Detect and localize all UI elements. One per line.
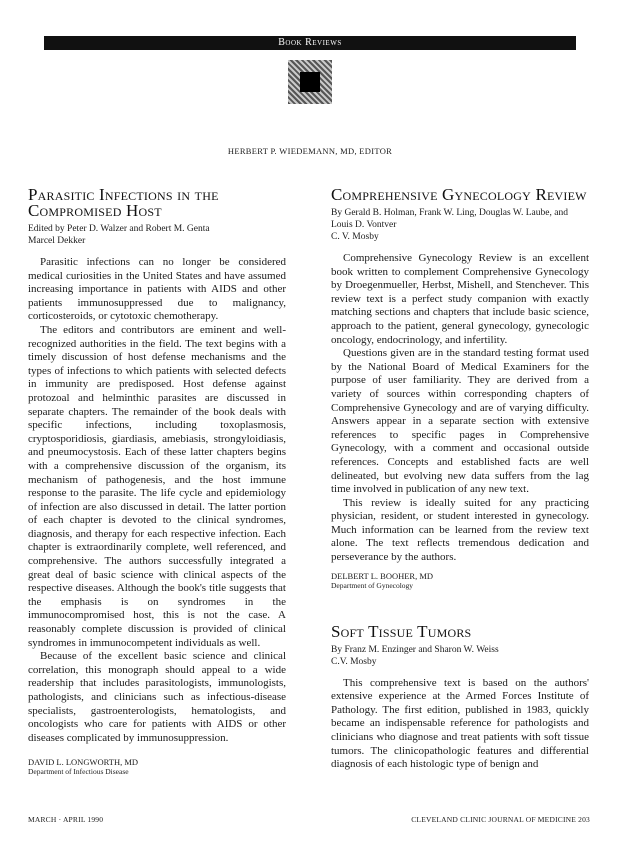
reviewer-signature xyxy=(331,571,589,591)
review-paragraph: Because of the excellent basic science and clinical correlation, this monograph should appeal to a wide readership that includes parasitologists, immunologists, pathologists, and clinicians such as infectious-disease specialists, gastroenterologists, hematologists, and oncologists who care for patients with AIDS or other diseases complicated by immunosuppression. xyxy=(28,650,286,744)
review-paragraph: Comprehensive Gynecology Review is an excellent book written to complement Comprehensive Gynecology by Droegenmueller, Herbst, Mishell, and Stenchever. This review text is a perfect study companion with exactly matching sections and chapters that include basic science, approach to the patient, general gynecology, gynecologic oncology, endocrinology, and infertility. xyxy=(331,252,589,346)
right-column xyxy=(331,187,589,772)
review-publisher: C.V. Mosby xyxy=(331,656,377,667)
reviewer-department: Department of Infectious Disease xyxy=(28,767,129,777)
review-paragraph: Parasitic infections can no longer be considered medical curiosities in the United States and have assumed increasing importance in patients with AIDS and other patients immunosuppressed due to malignancy, corticosteroids, or cytotoxic chemotherapy. xyxy=(28,256,286,323)
reviewer-name: DAVID L. LONGWORTH, MD xyxy=(28,757,139,768)
review-paragraph: Questions given are in the standard testing format used by the National Board of Medical Examiners for the purpose of user familiarity. They are derived from a variety of sources within corresponding chapters of Comprehensive Gynecology and are of varying difficulty. Answers appear in a separate section with extensive references to specific pages in Comprehensive Gynecology, with a comment and occasional outside references. Concepts and established facts are well delineated, but evolving new data suffers from the lag time involved in publication of any new text. xyxy=(331,347,589,496)
review-publisher: Marcel Dekker xyxy=(28,236,86,246)
review-paragraph: This review is ideally suited for any practicing physician, resident, or student interested in gynecology. Much information can be learned from the review text alone. The text reflects tremendous dedication and perseverance by the authors. xyxy=(331,496,589,564)
editor-line: HERBERT P. WIEDEMANN, MD, EDITOR xyxy=(227,146,393,156)
logo-center-square xyxy=(300,72,320,92)
review-title: Soft Tissue Tumors xyxy=(331,621,472,641)
review-byline: By Franz M. Enzinger and Sharon W. Weiss xyxy=(331,644,499,655)
section-title: Book Reviews xyxy=(278,37,342,48)
review-publisher: C. V. Mosby xyxy=(331,232,379,242)
section-banner xyxy=(44,36,576,50)
footer-journal-page: CLEVELAND CLINIC JOURNAL OF MEDICINE 203 xyxy=(411,815,590,824)
reviewer-name: DELBERT L. BOOHER, MD xyxy=(331,570,434,581)
review-title: Parasitic Infections in the Compromised Host xyxy=(28,185,219,220)
review-byline: By Gerald B. Holman, Frank W. Ling, Douglas W. Laube, and Louis D. Vontver xyxy=(331,208,568,230)
review-body xyxy=(28,256,286,745)
review-soft-tissue-tumors xyxy=(331,621,589,772)
review-title: Comprehensive Gynecology Review xyxy=(331,185,587,204)
review-paragraph: The editors and contributors are eminent and well-recognized authorities in the field. The text begins with a timely discussion of host defense mechanisms and the types of infections to which patients with selected defects in immunity are predisposed. Host defense against protozoal and helminthic parasites are discussed in separate chapters. The remainder of the book deals with specific infections, including toxoplasmosis, cryptosporidiosis, giardiasis, amebiasis, strongyloidiasis, and pneumocystosis. Each of these latter chapters begins with a comprehensive discussion of the organism, its mechanism of pathogenesis, and the host immune response to the parasite. The life cycle and epidemiology of infection are also discussed in detail. The latter portion of each chapter is devoted to the clinical syndromes, diagnosis, and therapy for each respective infection. Each chapter is extraordinarily complete, well referenced, and comprehensive. The authors successfully integrated a great deal of basic science with clinical aspects of the respective diseases. Although the book's title suggests that the emphasis is on syndromes in the immunocompromised host, this is not the case. A reasonably complete discussion is provided of clinical syndromes in immunocompetent individuals as well. xyxy=(28,323,286,649)
review-body xyxy=(331,677,589,772)
review-comprehensive-gynecology xyxy=(331,187,589,591)
left-column xyxy=(28,187,286,777)
reviewer-signature xyxy=(28,757,286,777)
review-parasitic-infections xyxy=(28,187,286,777)
journal-logo xyxy=(288,60,332,104)
review-spacer xyxy=(331,591,589,624)
review-body xyxy=(331,252,589,565)
reviewer-department: Department of Gynecology xyxy=(331,580,414,590)
review-paragraph: This comprehensive text is based on the authors' extensive experience at the Armed Forces Institute of Pathology. The first edition, published in 1983, quickly became an indispensable reference for pathologists and clinicians who diagnose and treat patients with soft tissue tumors. The clinicopathologic features and differential diagnosis of each histologic type of benign and xyxy=(331,676,589,771)
review-byline: Edited by Peter D. Walzer and Robert M. Genta xyxy=(28,224,210,234)
footer-date: MARCH · APRIL 1990 xyxy=(28,815,104,824)
